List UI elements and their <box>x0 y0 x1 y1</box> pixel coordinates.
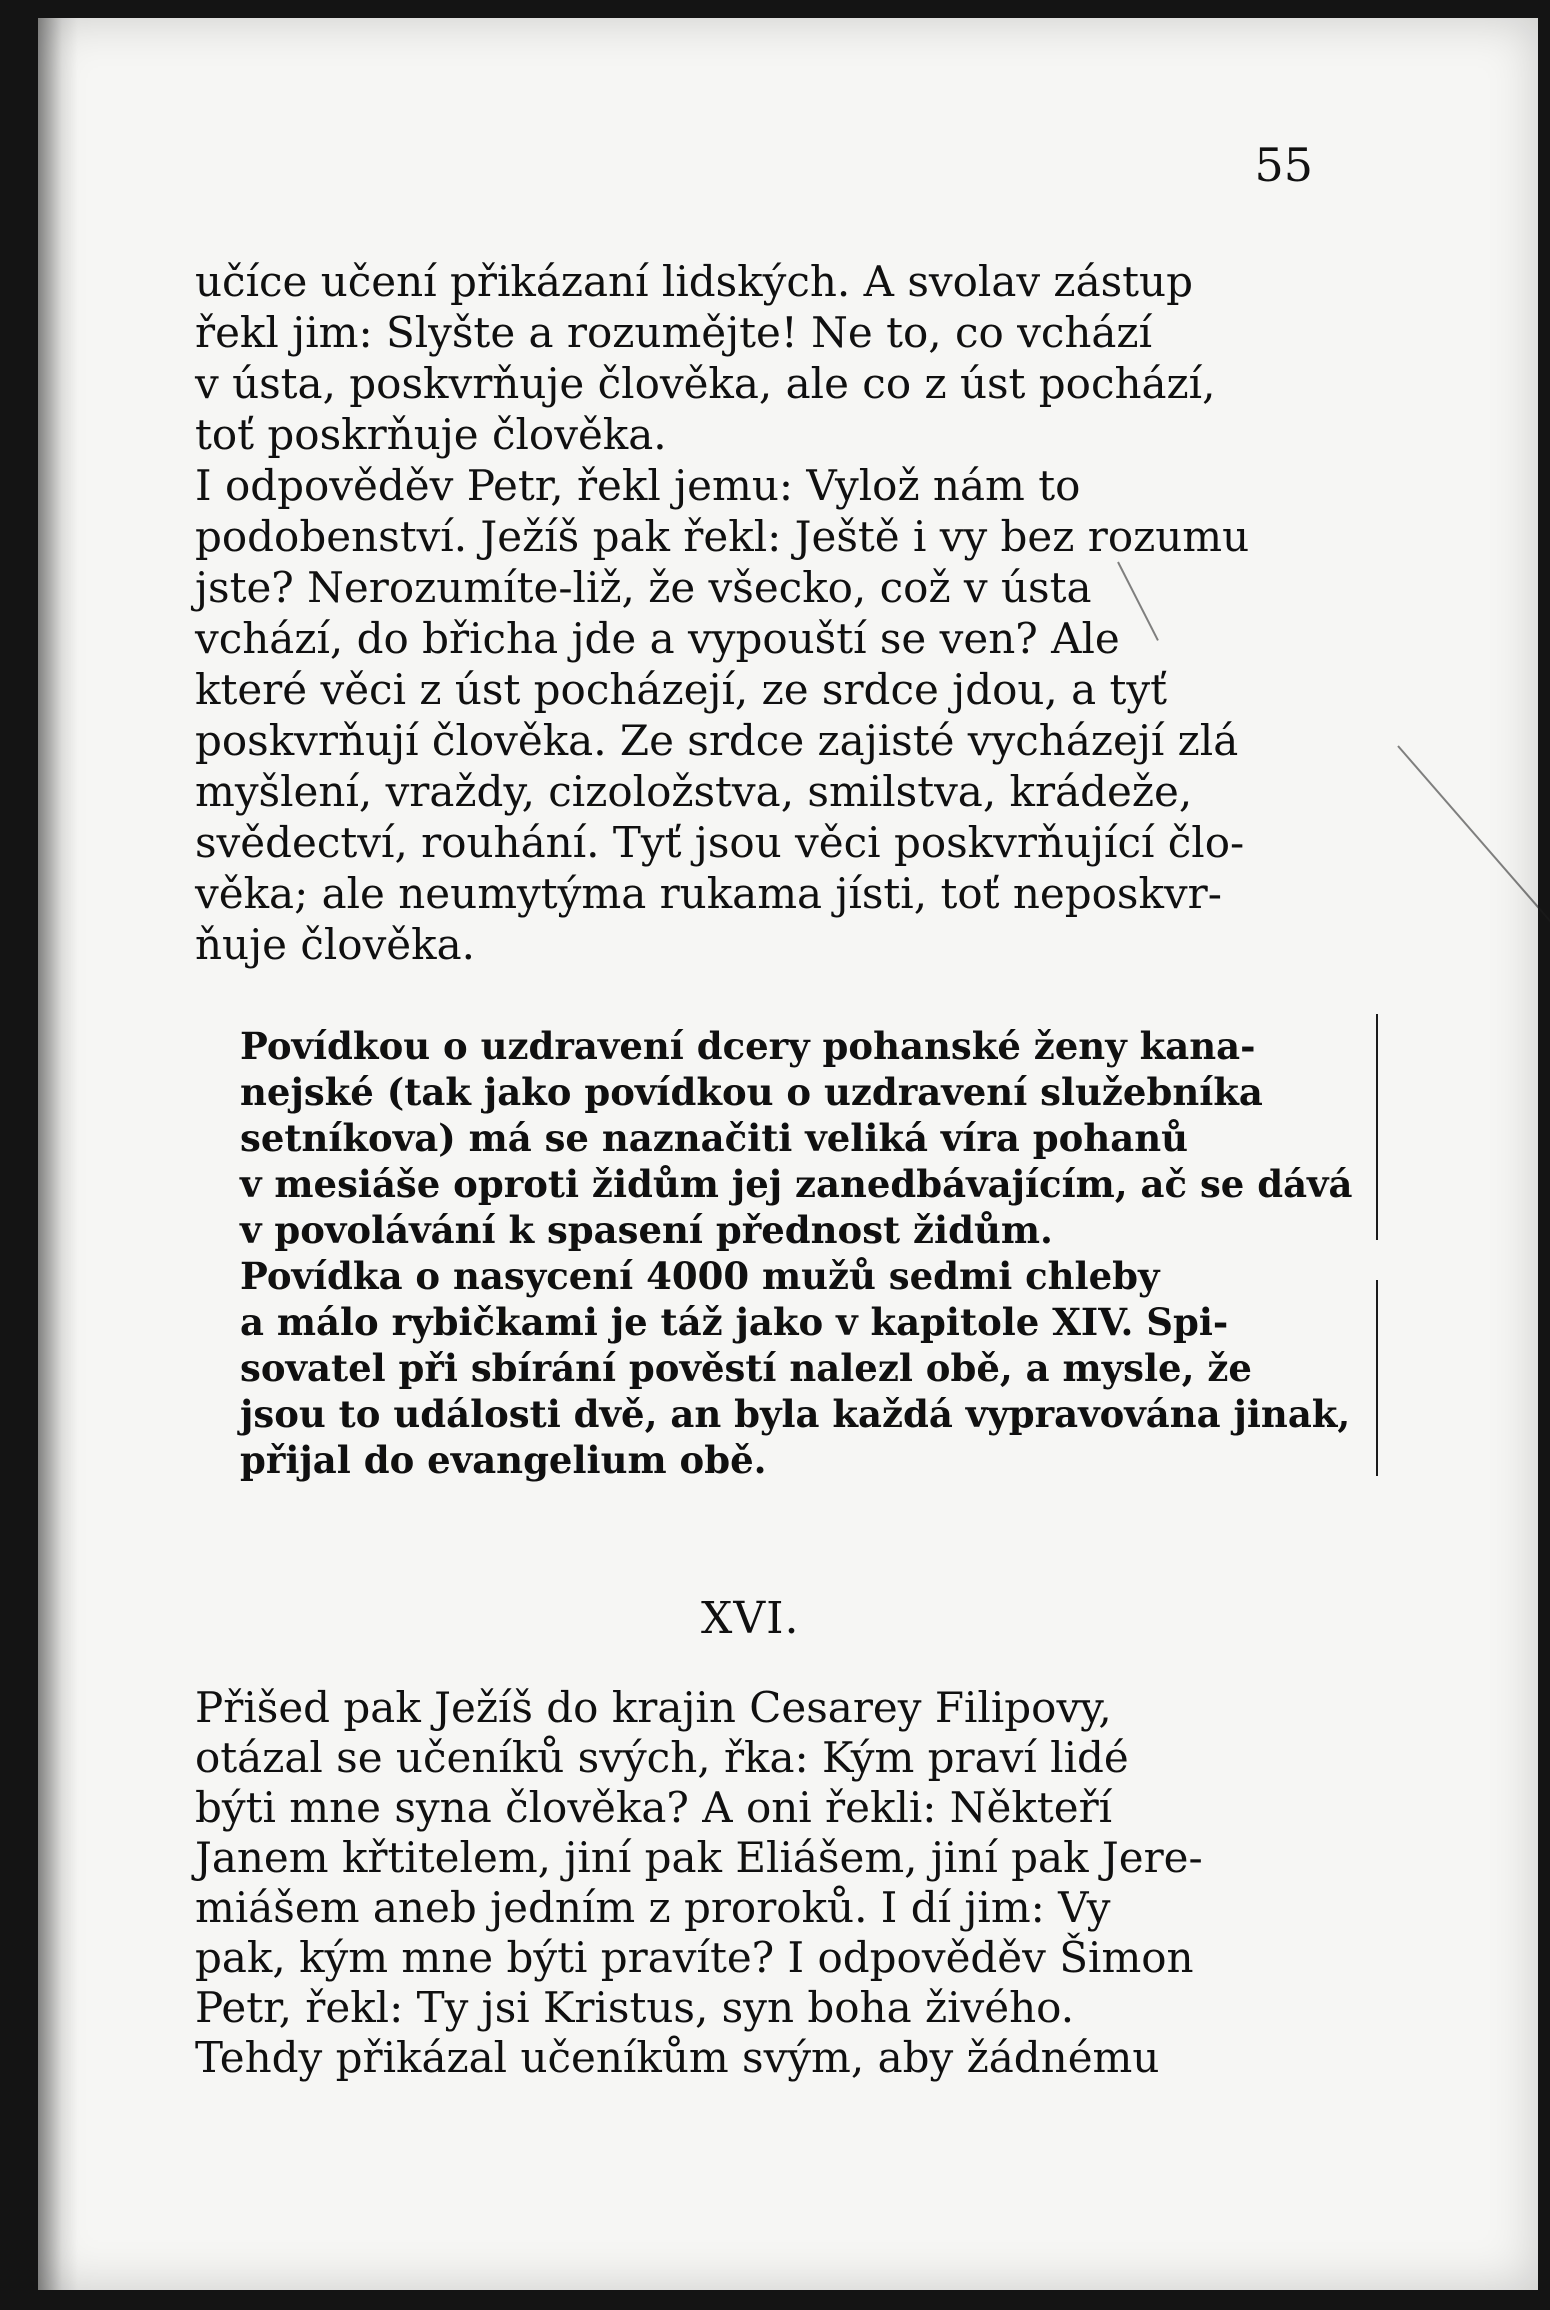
binding-shadow <box>38 18 78 2290</box>
margin-line-mark <box>1376 1014 1378 1240</box>
margin-line-mark <box>1376 1280 1378 1476</box>
main-text-paragraph-2: Přišed pak Ježíš do krajin Cesarey Filipovy, otázal se učeníků svých, řka: Kým praví lidé býti mne syna člověka? A oni řekli: Někteří Janem křtitelem, jiní pak Eliášem, jiní pak Jere- miášem aneb jedním z proroků. I dí jim: Vy pak, kým mne býti pravíte? I odpověděv Šimon Petr, řekl: Ty jsi Kristus, syn boha živého. Tehdy přikázal učeníkům svým, aby žádnému <box>195 1683 1203 2082</box>
book-page <box>38 18 1538 2290</box>
main-text-paragraph-1: učíce učení přikázaní lidských. A svolav zástup řekl jim: Slyšte a rozumějte! Ne to, co vchází v ústa, poskvrňuje člověka, ale co z úst pochází, toť poskrňuje člověka. I odpověděv Petr, řekl jemu: Vylož nám to podobenství. Ježíš pak řekl: Ještě i vy bez rozumu jste? Nerozumíte-liž, že všecko, což v ústa vchází, do břicha jde a vypouští se ven? Ale které věci z úst pocházejí, ze srdce jdou, a tyť poskvrňují člověka. Ze srdce zajisté vycházejí zlá myšlení, vraždy, cizoložstva, smilstva, krádeže, svědectví, rouhání. Tyť jsou věci poskvrňující člo- věka; ale neumytýma rukama jísti, toť neposkvr- ňuje člověka. <box>195 257 1250 969</box>
diagonal-pencil-mark <box>1397 745 1550 935</box>
page-number: 55 <box>1254 138 1313 192</box>
commentary-paragraph: Povídkou o uzdravení dcery pohanské ženy kana- nejské (tak jako povídkou o uzdravení služebníka setníkova) má se naznačiti veliká víra pohanů v mesiáše oproti židům jej zanedbávajícím, ač se dává v povolávání k spasení přednost židům. Povídka o nasycení 4000 mužů sedmi chleby a málo rybičkami je táž jako v kapitole XIV. Spi- sovatel při sbírání pověstí nalezl obě, a mysle, že jsou to události dvě, an byla každá vypravována jinak, přijal do evangelium obě. <box>240 1024 1353 1482</box>
chapter-heading: XVI. <box>701 1593 800 1644</box>
